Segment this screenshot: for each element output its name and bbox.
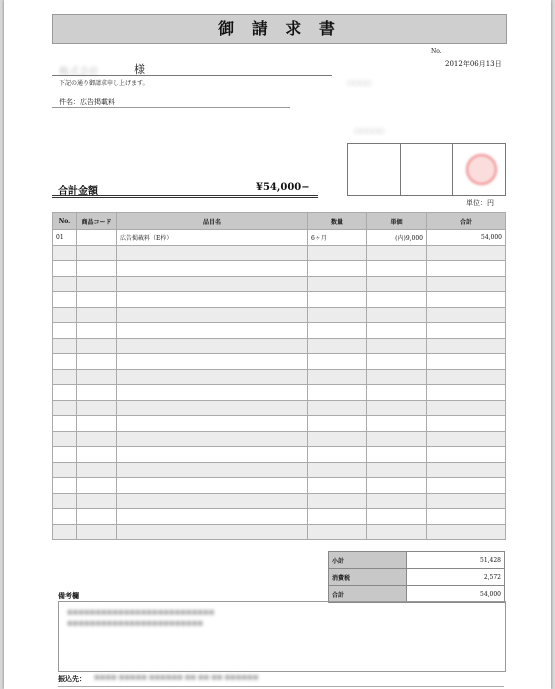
cell-item-name <box>117 307 308 323</box>
cell-unit-price <box>367 292 427 308</box>
cell-unit-price <box>367 524 427 540</box>
cell-quantity <box>308 385 367 401</box>
cell-no <box>53 307 77 323</box>
document-number-label: No. <box>431 48 442 55</box>
cell-unit-price <box>367 447 427 463</box>
subject: 件名：広告掲載料 <box>59 98 115 106</box>
cell-no <box>53 478 77 494</box>
cell-product-code <box>77 385 117 401</box>
approval-stamp-box <box>347 143 506 196</box>
table-row <box>53 462 506 478</box>
cell-unit-price <box>367 369 427 385</box>
total-double-underline <box>52 197 318 198</box>
cell-item-name <box>117 385 308 401</box>
cell-quantity <box>308 416 367 432</box>
cell-product-code <box>77 462 117 478</box>
table-row <box>53 261 506 277</box>
cell-no <box>53 400 77 416</box>
cell-quantity <box>308 509 367 525</box>
cell-amount <box>427 369 506 385</box>
cell-item-name <box>117 261 308 277</box>
cell-amount <box>427 261 506 277</box>
total-double-underline <box>52 195 318 196</box>
cell-amount <box>427 276 506 292</box>
cell-amount <box>427 493 506 509</box>
cell-item-name <box>117 369 308 385</box>
cell-product-code <box>77 447 117 463</box>
cell-amount <box>427 385 506 401</box>
cell-unit-price <box>367 385 427 401</box>
stamp-cell <box>401 144 454 195</box>
column-header-product-code: 商品コード <box>77 213 117 230</box>
cell-unit-price <box>367 509 427 525</box>
cell-amount <box>427 431 506 447</box>
cell-quantity <box>308 276 367 292</box>
cell-no <box>53 447 77 463</box>
column-header-item-name: 品目名 <box>117 213 308 230</box>
cell-unit-price <box>367 307 427 323</box>
cell-no <box>53 493 77 509</box>
cell-product-code <box>77 245 117 261</box>
cell-no <box>53 431 77 447</box>
greeting-text: 下記の通り御請求申し上げます。 <box>59 80 149 87</box>
cell-item-name <box>117 400 308 416</box>
stamp-cell <box>348 144 401 195</box>
line-items-table <box>52 212 506 540</box>
cell-quantity <box>308 338 367 354</box>
cell-amount <box>427 400 506 416</box>
cell-amount <box>427 524 506 540</box>
cell-product-code <box>77 276 117 292</box>
cell-product-code <box>77 493 117 509</box>
cell-amount <box>427 245 506 261</box>
cell-amount <box>427 462 506 478</box>
cell-no <box>53 462 77 478</box>
cell-unit-price <box>367 323 427 339</box>
table-row <box>53 509 506 525</box>
table-row <box>53 400 506 416</box>
table-row <box>53 431 506 447</box>
cell-quantity <box>308 493 367 509</box>
cell-quantity <box>308 478 367 494</box>
total-amount-label: 合計金額 <box>58 186 98 197</box>
cell-item-name <box>117 292 308 308</box>
cell-product-code <box>77 261 117 277</box>
column-header-quantity: 数量 <box>308 213 367 230</box>
invoice-page <box>4 0 551 689</box>
cell-unit-price <box>367 276 427 292</box>
cell-no <box>53 245 77 261</box>
table-row <box>53 276 506 292</box>
cell-unit-price <box>367 478 427 494</box>
bank-details-redacted: ■■■■ ■■■■■ ■■■■■■ ■■ ■■ ■■ ■■■■■■ <box>94 674 259 681</box>
issuer-company-redacted: ○○○○ <box>347 79 372 87</box>
cell-product-code <box>77 230 117 246</box>
cell-no <box>53 385 77 401</box>
column-header-unit-price: 単価 <box>367 213 427 230</box>
honorific: 様 <box>134 63 145 76</box>
table-row <box>53 416 506 432</box>
cell-item-name <box>117 478 308 494</box>
cell-quantity: 6ヶ月 <box>308 230 367 246</box>
cell-product-code <box>77 416 117 432</box>
cell-item-name <box>117 276 308 292</box>
cell-unit-price <box>367 431 427 447</box>
cell-no <box>53 416 77 432</box>
cell-unit-price: (内)9,000 <box>367 230 427 246</box>
unit-label: 単位：円 <box>466 199 494 207</box>
cell-quantity <box>308 447 367 463</box>
cell-quantity <box>308 323 367 339</box>
table-row <box>53 478 506 494</box>
cell-no <box>53 323 77 339</box>
table-row <box>53 245 506 261</box>
cell-product-code <box>77 431 117 447</box>
summary-table <box>328 551 505 603</box>
table-header-row <box>53 213 506 230</box>
issuer-person-redacted: ○○○○○ <box>354 127 385 135</box>
cell-quantity <box>308 369 367 385</box>
cell-product-code <box>77 323 117 339</box>
cell-amount <box>427 354 506 370</box>
cell-product-code <box>77 354 117 370</box>
table-row <box>53 369 506 385</box>
cell-item-name <box>117 447 308 463</box>
cell-amount: 54,000 <box>427 230 506 246</box>
bank-underline <box>58 686 504 687</box>
grand-total-value: 54,000 <box>407 586 505 603</box>
cell-item-name <box>117 524 308 540</box>
cell-quantity <box>308 292 367 308</box>
cell-amount <box>427 509 506 525</box>
tax-row <box>329 569 505 586</box>
cell-item-name <box>117 509 308 525</box>
cell-item-name <box>117 354 308 370</box>
cell-quantity <box>308 431 367 447</box>
cell-product-code <box>77 307 117 323</box>
table-row <box>53 447 506 463</box>
cell-no <box>53 509 77 525</box>
stamp-cell <box>453 144 505 195</box>
table-row <box>53 493 506 509</box>
tax-label: 消費税 <box>329 569 407 586</box>
cell-product-code <box>77 400 117 416</box>
cell-amount <box>427 292 506 308</box>
table-row <box>53 323 506 339</box>
cell-product-code <box>77 478 117 494</box>
cell-amount <box>427 307 506 323</box>
cell-item-name <box>117 338 308 354</box>
tax-value: 2,572 <box>407 569 505 586</box>
cell-quantity <box>308 400 367 416</box>
table-row <box>53 292 506 308</box>
cell-product-code <box>77 292 117 308</box>
cell-no <box>53 354 77 370</box>
subject-underline <box>52 107 290 108</box>
cell-no: 01 <box>53 230 77 246</box>
cell-item-name <box>117 245 308 261</box>
cell-item-name <box>117 323 308 339</box>
cell-amount <box>427 447 506 463</box>
seal-icon <box>466 154 497 185</box>
cell-product-code <box>77 338 117 354</box>
table-row <box>53 354 506 370</box>
cell-unit-price <box>367 400 427 416</box>
cell-no <box>53 338 77 354</box>
cell-quantity <box>308 245 367 261</box>
bank-label: 振込先： <box>58 674 86 683</box>
table-row <box>53 307 506 323</box>
table-row <box>53 524 506 540</box>
cell-product-code <box>77 369 117 385</box>
invoice-title: 御 請 求 書 <box>52 14 507 44</box>
column-header-amount: 合計 <box>427 213 506 230</box>
remarks-box <box>58 601 506 672</box>
cell-quantity <box>308 261 367 277</box>
subtotal-row <box>329 552 505 569</box>
issue-date: 2012年06月13日 <box>445 60 502 68</box>
cell-no <box>53 524 77 540</box>
cell-item-name: 広告掲載料（E枠） <box>117 230 308 246</box>
cell-unit-price <box>367 493 427 509</box>
cell-no <box>53 261 77 277</box>
cell-product-code <box>77 524 117 540</box>
total-amount-value: ¥54,000− <box>256 182 310 193</box>
table-row <box>53 230 506 246</box>
cell-amount <box>427 416 506 432</box>
cell-unit-price <box>367 245 427 261</box>
cell-no <box>53 369 77 385</box>
cell-no <box>53 276 77 292</box>
cell-quantity <box>308 354 367 370</box>
cell-product-code <box>77 509 117 525</box>
grand-total-row <box>329 586 505 603</box>
remarks-text-redacted: ■■■■■■■■■■■■■■■■■■■■■■■■■■ ■■■■■■■■■■■■■■■■■■■■■■■■ <box>67 609 215 627</box>
grand-total-label: 合計 <box>329 586 407 603</box>
subtotal-label: 小計 <box>329 552 407 569</box>
cell-amount <box>427 338 506 354</box>
table-row <box>53 338 506 354</box>
cell-quantity <box>308 524 367 540</box>
recipient-name-redacted: 株式会社 <box>59 67 99 78</box>
cell-amount <box>427 478 506 494</box>
cell-amount <box>427 323 506 339</box>
cell-item-name <box>117 462 308 478</box>
cell-quantity <box>308 307 367 323</box>
cell-item-name <box>117 431 308 447</box>
cell-unit-price <box>367 354 427 370</box>
column-header-no: No. <box>53 213 77 230</box>
table-row <box>53 385 506 401</box>
cell-item-name <box>117 416 308 432</box>
cell-item-name <box>117 493 308 509</box>
cell-quantity <box>308 462 367 478</box>
cell-unit-price <box>367 338 427 354</box>
cell-unit-price <box>367 261 427 277</box>
cell-unit-price <box>367 462 427 478</box>
cell-no <box>53 292 77 308</box>
recipient-underline <box>52 75 332 76</box>
subtotal-value: 51,428 <box>407 552 505 569</box>
remarks-label: 備考欄 <box>58 591 79 600</box>
cell-unit-price <box>367 416 427 432</box>
